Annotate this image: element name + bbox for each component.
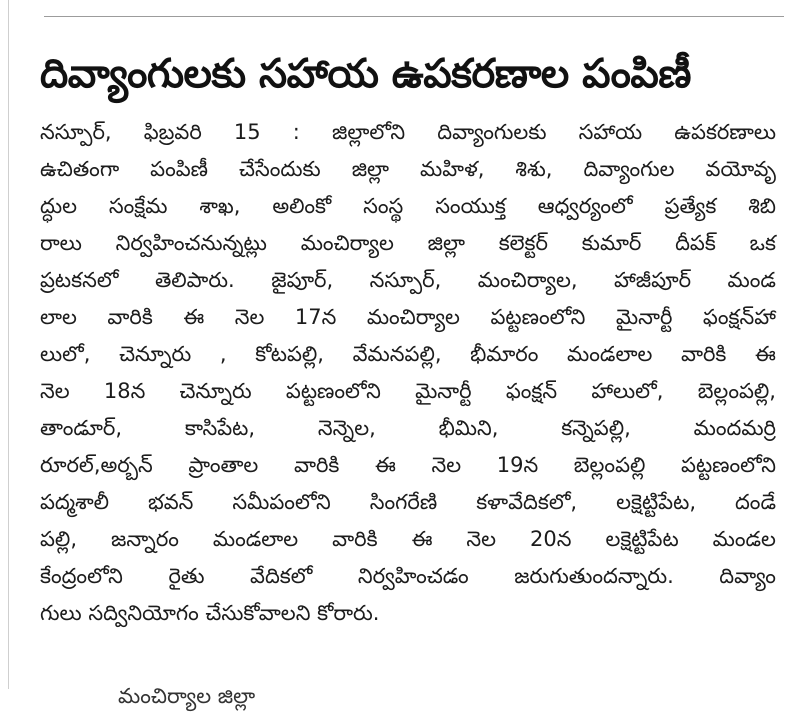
article-line: పద్మశాలీ భవన్ సమీపంలోని సింగరేణి కళావేదికలో, లక్షెట్టిపేట, దండే xyxy=(40,490,776,514)
left-margin-rule xyxy=(8,0,9,689)
article-line: లాల వారికి ఈ నెల 17న మంచిర్యాల పట్టణంలోని మైనార్టీ ఫంక్షన్‌హా xyxy=(40,305,776,329)
cut-off-text-line: మంచిర్యాల జిల్లా xyxy=(118,684,256,708)
article-body xyxy=(40,114,776,632)
article-line: కేంద్రంలోని రైతు వేదికలో నిర్వహించడం జరుగుతుందన్నారు. దివ్యాం xyxy=(40,564,776,588)
top-divider-rule xyxy=(44,16,784,17)
article-line: పల్లి, జన్నారం మండలాల వారికి ఈ నెల 20న లక్షెట్టిపేట మండల xyxy=(40,527,776,551)
article-line: రూరల్,అర్బన్ ప్రాంతాల వారికి ఈ నెల 19న బెల్లంపల్లి పట్టణంలోని xyxy=(40,453,776,477)
article-headline: దివ్యాంగులకు సహాయ ఉపకరణాల పంపిణీ xyxy=(40,51,691,97)
article-line: లులో, చెన్నూరు , కోటపల్లి, వేమనపల్లి, భీమారం మండలాల వారికి ఈ xyxy=(40,342,776,366)
article-line: నస్పూర్, ఫిబ్రవరి 15 : జిల్లాలోని దివ్యాంగులకు సహాయ ఉపకరణాలు xyxy=(40,120,776,144)
article-line: గులు సద్వినియోగం చేసుకోవాలని కోరారు. xyxy=(40,601,380,625)
article-line: రాలు నిర్వహించనున్నట్లు మంచిర్యాల జిల్లా కలెక్టర్ కుమార్ దీపక్ ఒక xyxy=(40,231,776,255)
article-line: ప్రటకనలో తెలిపారు. జైపూర్, నస్పూర్, మంచిర్యాల, హాజీపూర్ మండ xyxy=(40,268,776,292)
article-line: ద్ధుల సంక్షేమ శాఖ, అలింకో సంస్థ సంయుక్త ఆధ్వర్యంలో ప్రత్యేక శిబి xyxy=(40,194,776,218)
article-line: నెల 18న చెన్నూరు పట్టణంలోని మైనార్టీ ఫంక్షన్ హాలులో, బెల్లంపల్లి, xyxy=(40,379,776,403)
article-line: ఉచితంగా పంపిణీ చేసేందుకు జిల్లా మహిళ, శిశు, దివ్యాంగుల వయోవృ xyxy=(40,157,776,181)
article-line: తాండూర్, కాసిపేట, నెన్నెల, భీమిని, కన్నెపల్లి, మందమర్రి xyxy=(40,416,776,440)
